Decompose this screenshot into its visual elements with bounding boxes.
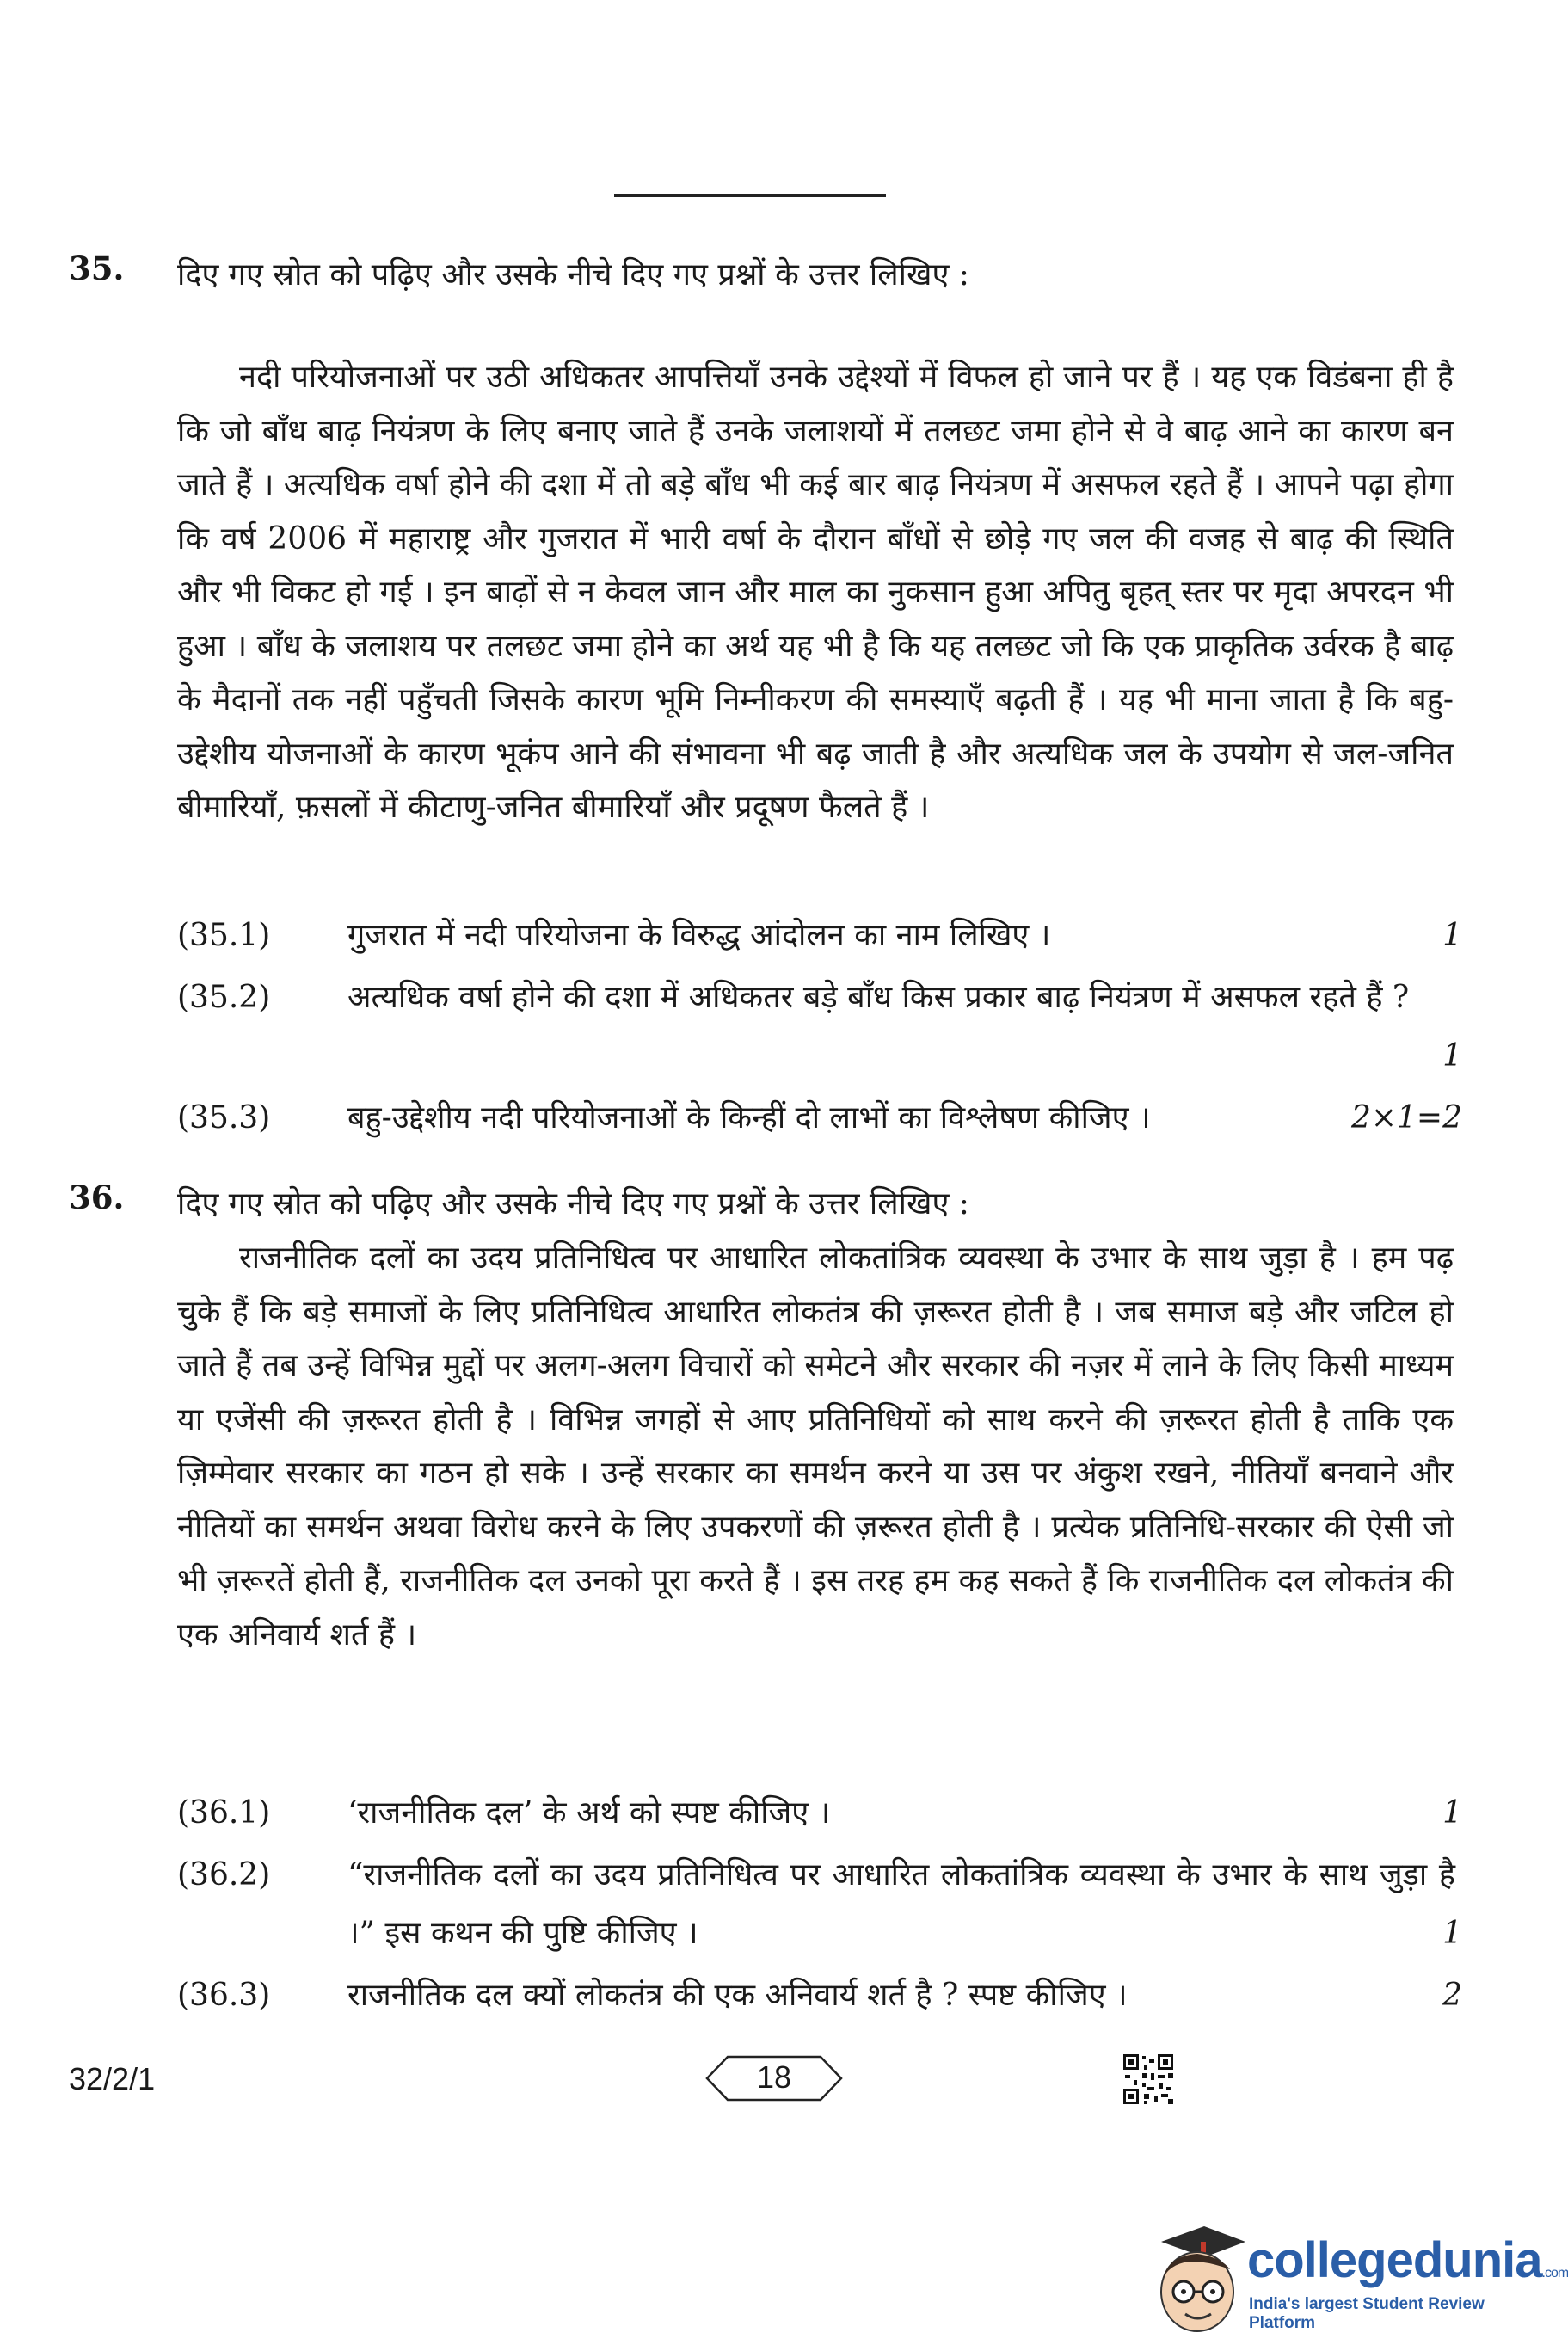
logo-tagline: India's largest Student Review Platform [1249, 2295, 1485, 2332]
sub-question-text: राजनीतिक दल क्यों लोकतंत्र की एक अनिवार्य शर्त है ? स्पष्ट कीजिए । [347, 1978, 1128, 2013]
paper-code: 32/2/1 [69, 2061, 156, 2096]
marks: 1 [1442, 918, 1462, 953]
marks: 2 [1442, 1978, 1462, 2013]
sub-question-text: ‘राजनीतिक दल’ के अर्थ को स्पष्ट कीजिए । [347, 1795, 831, 1831]
sub-question-text: “राजनीतिक दलों का उदय प्रतिनिधित्व पर आधारित लोकतांत्रिक व्यवस्था के उभार के साथ जुड़ा है ।” इस कथन की पुष्टि कीजिए । [347, 1857, 1455, 1951]
source-passage: नदी परियोजनाओं पर उठी अधिकतर आपत्तियाँ उनके उद्देश्यों में विफल हो जाने पर हैं । यह एक विडंबना ही है कि जो बाँध बाढ़ नियंत्रण के लिए बनाए जाते हैं उनके जलाशयों में तलछट जमा होने से वे बाढ़ आने का कारण बन जाते हैं । अत्यधिक वर्षा होने की दशा में तो बड़े बाँध भी कई बार बाढ़ नियंत्रण में असफल रहते हैं । आपने पढ़ा होगा कि वर्ष 2006 में महाराष्ट्र और गुजरात में भारी वर्षा के दौरान बाँधों से छोड़े गए जल की वजह से बाढ़ की स्थिति और भी विकट हो गई । इन बाढ़ों से न केवल जान और माल का नुकसान हुआ अपितु बृहत् स्तर पर मृदा अपरदन भी हुआ । बाँध के जलाशय पर तलछट जमा होने का अर्थ यह भी है कि यह तलछट जो कि एक प्राकृतिक उर्वरक है बाढ़ के मैदानों तक नहीं पहुँचती जिसके कारण भूमि निम्नीकरण की समस्याएँ बढ़ती हैं । यह भी माना जाता है कि बहु-उद्देशीय योजनाओं के कारण भूकंप आने की संभावना भी बढ़ जाती है और अत्यधिक जल के उपयोग से जल-जनित बीमारियाँ, फ़सलों में कीटाणु-जनित बीमारियाँ और प्रदूषण फैलते हैं । [177, 360, 1454, 825]
sub-question-id: (35.2) [177, 980, 271, 1015]
sub-question-id: (35.3) [177, 1100, 271, 1136]
logo-suffix: .com [1541, 2266, 1568, 2280]
question-number: 35. [69, 249, 125, 287]
marks: 1 [1442, 1916, 1462, 1951]
marks: 1 [1442, 1038, 1462, 1074]
page-number-text: 18 [756, 2059, 792, 2095]
question-number: 36. [69, 1179, 125, 1216]
qr-code-icon [1122, 2053, 1175, 2106]
sub-question-id: (36.2) [177, 1857, 271, 1893]
marks: 1 [1442, 1795, 1462, 1831]
question-instruction: दिए गए स्रोत को पढ़िए और उसके नीचे दिए गए प्रश्नों के उत्तर लिखिए : [177, 257, 969, 292]
sub-question-id: (36.1) [177, 1795, 271, 1831]
marks: 2×1=2 [1350, 1100, 1462, 1136]
sub-question-text: गुजरात में नदी परियोजना के विरुद्ध आंदोलन का नाम लिखिए । [347, 918, 1051, 953]
logo-name: collegedunia [1247, 2232, 1542, 2288]
page-number [705, 2054, 843, 2102]
source-passage: राजनीतिक दलों का उदय प्रतिनिधित्व पर आधारित लोकतांत्रिक व्यवस्था के उभार के साथ जुड़ा है । हम पढ़ चुके हैं कि बड़े समाजों के लिए प्रतिनिधित्व आधारित लोकतंत्र की ज़रूरत होती है । जब समाज बड़े और जटिल हो जाते हैं तब उन्हें विभिन्न मुद्दों पर अलग-अलग विचारों को समेटने और सरकार की नज़र में लाने के लिए किसी माध्यम या एजेंसी की ज़रूरत होती है । विभिन्न जगहों से आए प्रतिनिधियों को साथ करने की ज़रूरत होती है ताकि एक ज़िम्मेवार सरकार का गठन हो सके । उन्हें सरकार का समर्थन करने या उस पर अंकुश रखने, नीतियाँ बनवाने और नीतियों का समर्थन अथवा विरोध करने के लिए उपकरणों की ज़रूरत होती है । प्रत्येक प्रतिनिधि-सरकार की ऐसी जो भी ज़रूरतें होती हैं, राजनीतिक दल उनको पूरा करते हैं । इस तरह हम कह सकते हैं कि राजनीतिक दल लोकतंत्र की एक अनिवार्य शर्त हैं । [177, 1240, 1454, 1653]
sub-question-text: बहु-उद्देशीय नदी परियोजनाओं के किन्हीं दो लाभों का विश्लेषण कीजिए । [347, 1100, 1151, 1136]
question-instruction: दिए गए स्रोत को पढ़िए और उसके नीचे दिए गए प्रश्नों के उत्तर लिखिए : [177, 1186, 969, 1222]
sub-question-id: (35.1) [177, 918, 271, 953]
sub-question-text: अत्यधिक वर्षा होने की दशा में अधिकतर बड़े बाँध किस प्रकार बाढ़ नियंत्रण में असफल रहते हैं ? [347, 980, 1410, 1015]
sub-question-id: (36.3) [177, 1978, 271, 2013]
logo-wordmark [1247, 2231, 1568, 2289]
top-divider [614, 194, 886, 197]
collegedunia-logo [1144, 2216, 1568, 2345]
mascot-icon [1144, 2216, 1247, 2345]
